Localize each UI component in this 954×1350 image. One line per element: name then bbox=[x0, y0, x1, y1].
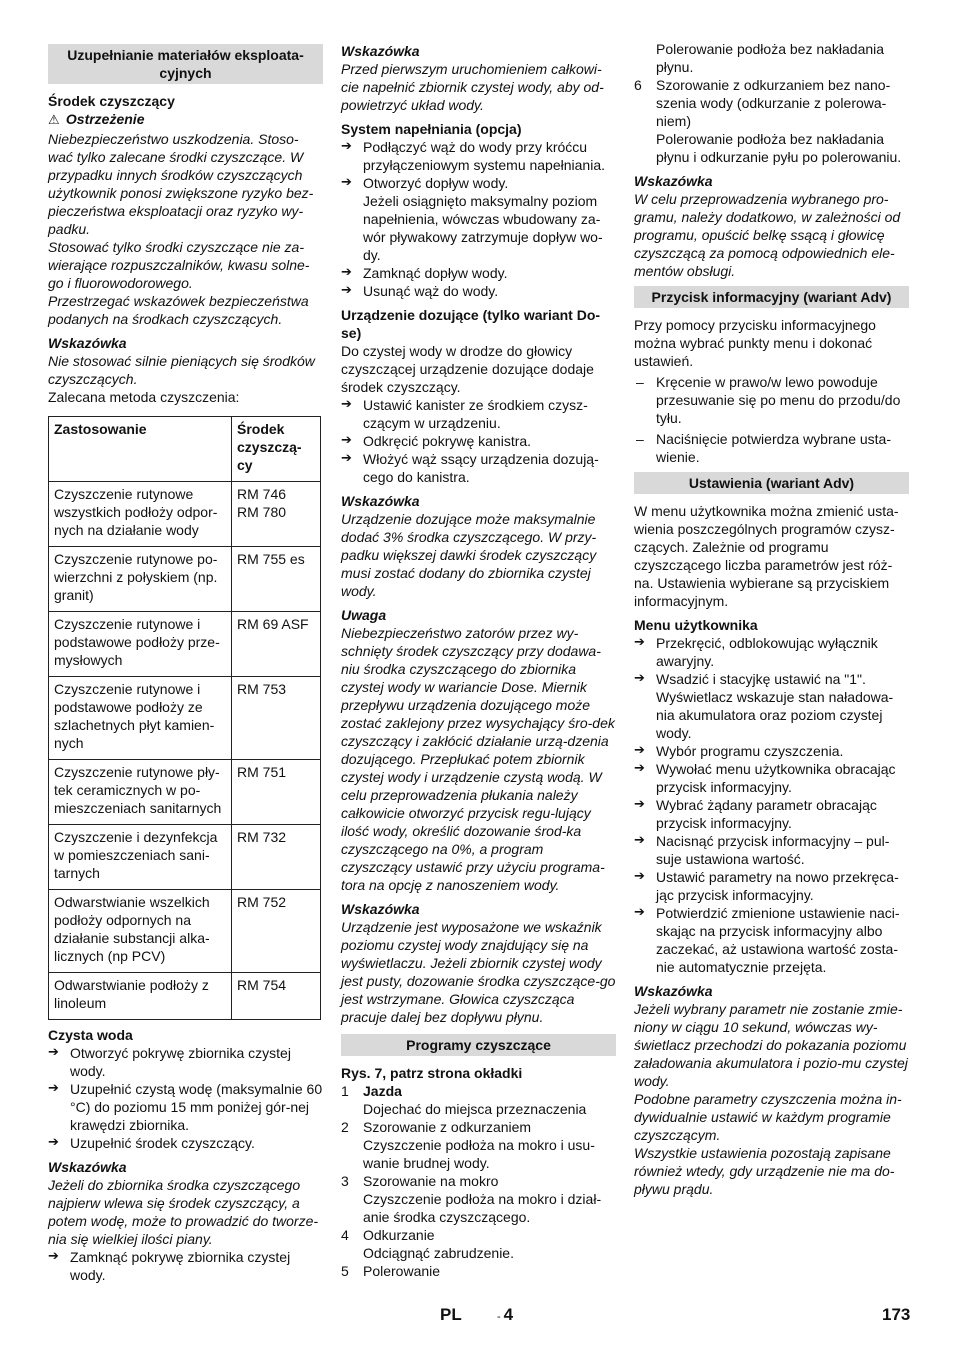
table-row bbox=[49, 677, 321, 760]
table-cell-application: Czyszczenie rutynowe pły-tek ceramicznych w po-mieszczeniach sanitarnych bbox=[49, 760, 232, 825]
note-heading: Wskazówka bbox=[341, 493, 420, 509]
program-description: Czyszczenie podłoża na mokro i usu-wanie brudnej wody. bbox=[363, 1137, 595, 1171]
table-cell-agent: RM 754 bbox=[232, 973, 321, 1020]
water-heading: Czysta woda bbox=[48, 1027, 133, 1043]
column-2 bbox=[341, 40, 616, 1280]
program-title: Szorowanie z odkurzaniem bbox=[363, 1119, 532, 1135]
section-title-info-button: Przycisk informacyjny (wariant Adv) bbox=[634, 286, 909, 308]
program-number: 1 bbox=[341, 1083, 349, 1099]
program-description: Czyszczenie podłoża na mokro i dział-anie środka czyszczącego. bbox=[363, 1191, 602, 1225]
table-cell-application: Czyszczenie rutynowe wszystkich podłoży odpor-nych na działanie wody bbox=[49, 482, 232, 547]
program-title: Jazda bbox=[363, 1083, 402, 1099]
menu-step: ➔ Wybór programu czyszczenia. bbox=[634, 742, 909, 760]
table-row bbox=[49, 547, 321, 612]
column-1 bbox=[48, 40, 323, 1284]
dose-step: ➔ Ustawić kanister ze środkiem czysz-czącym w urządzeniu. bbox=[341, 396, 616, 432]
info-list-item: – Kręcenie w prawo/w lewo powoduje przesuwanie się po menu do przodu/do tyłu. bbox=[634, 373, 909, 427]
program-description: Dojechać do miejsca przeznaczenia bbox=[363, 1101, 587, 1117]
dose-step: ➔ Odkręcić pokrywę kanistra. bbox=[341, 432, 616, 450]
note-text: Podobne parametry czyszczenia można in-dywidualnie ustawić w każdym programie czyszczącym. bbox=[634, 1091, 902, 1143]
program-number: 6 bbox=[634, 77, 642, 93]
table-cell-application: Odwarstwianie podłoży z linoleum bbox=[49, 973, 232, 1020]
section-title-settings: Ustawienia (wariant Adv) bbox=[634, 472, 909, 494]
water-step: ➔ Uzupełnić środek czyszczący. bbox=[48, 1134, 323, 1152]
fill-step-detail: Jeżeli osiągnięto maksymalny poziom napełnienia, wówczas wbudowany za-wór pływakowy zatrzymuje dopływ wo-dy. bbox=[363, 193, 603, 263]
program-title: Szorowanie z odkurzaniem bez nano-szenia wody (odkurzanie z polerowa-niem) bbox=[656, 77, 891, 129]
section-title-programs: Programy czyszczące bbox=[341, 1034, 616, 1056]
water-step: ➔ Zamknąć pokrywę zbiornika czystej wody. bbox=[48, 1248, 323, 1284]
program-number: 4 bbox=[341, 1227, 349, 1243]
table-row bbox=[49, 612, 321, 677]
fill-step: ➔ Podłączyć wąż do wody przy króćcu przyłączeniowym systemu napełniania. bbox=[341, 138, 616, 174]
table-header-agent: Środek czyszczą-cy bbox=[232, 417, 321, 482]
program-item bbox=[341, 1082, 616, 1100]
warning-label: Ostrzeżenie bbox=[65, 111, 145, 127]
column-3 bbox=[634, 40, 909, 1198]
warning-paragraph: Stosować tylko środki czyszczące nie za-wierające rozpuszczalników, kwasu solne-go i fluorowodorowego. bbox=[48, 239, 310, 291]
menu-step: ➔ Ustawić parametry na nowo przekręca-jąc przycisk informacyjny. bbox=[634, 868, 909, 904]
table-cell-agent: RM 746 RM 780 bbox=[232, 482, 321, 547]
settings-intro: W menu użytkownika można zmienić usta-wienia poszczególnych programów czysz-czących. Zależnie od programu czyszczącego liczba parametrów jest róż-na. Ustawienia wybierane są przyciskiem informacyjnym. bbox=[634, 503, 899, 609]
program-item bbox=[341, 1262, 616, 1280]
table-cell-application: Czyszczenie i dezynfekcja w pomieszczeniach sani-tarnych bbox=[49, 825, 232, 890]
menu-step-detail: Wyświetlacz wskazuje stan naładowa-nia akumulatora oraz poziom czystej wody. bbox=[656, 689, 894, 741]
note-text: Jeżeli wybrany parametr nie zostanie zmie-niony w ciągu 10 sekund, wówczas wy-świetlacz przechodzi do pokazania poziomu załadowania akumulatora i pozio-mu czystej wody. bbox=[634, 1001, 908, 1089]
menu-step: ➔ Potwierdzić zmienione ustawienie naci-skając na przycisk informacyjny albo zaczekać, aż ustawiona wartość zosta-nie automatycznie przejęta. bbox=[634, 904, 909, 976]
dose-intro: Do czystej wody w drodze do głowicy czyszczącej urządzenie dozujące dodaje środek czyszczący. bbox=[341, 343, 594, 395]
note-heading: Wskazówka bbox=[634, 173, 713, 189]
table-row bbox=[49, 973, 321, 1020]
program-item bbox=[341, 1118, 616, 1136]
table-cell-application: Czyszczenie rutynowe po-wierzchni z połyskiem (np. granit) bbox=[49, 547, 232, 612]
dose-heading: Urządzenie dozujące (tylko wariant Do-se) bbox=[341, 307, 601, 341]
table-cell-agent: RM 732 bbox=[232, 825, 321, 890]
user-menu-heading: Menu użytkownika bbox=[634, 617, 758, 633]
program-description: Polerowanie podłoża bez nakładania płynu. bbox=[656, 41, 885, 75]
program-number: 3 bbox=[341, 1173, 349, 1189]
dose-step: ➔ Włożyć wąż ssący urządzenia dozują-cego do kanistra. bbox=[341, 450, 616, 486]
fill-step: ➔ Otworzyć dopływ wody. bbox=[341, 174, 616, 192]
cleaning-agent-table bbox=[48, 416, 321, 1020]
warning-heading bbox=[48, 110, 323, 130]
water-step: ➔ Uzupełnić czystą wodę (maksymalnie 60 °C) do poziomu 15 mm poniżej gór-nej krawędzi zbiornika. bbox=[48, 1080, 323, 1134]
program-number: 2 bbox=[341, 1119, 349, 1135]
note-heading: Wskazówka bbox=[341, 43, 420, 59]
menu-step: ➔ Przekręcić, odblokowując wyłącznik awaryjny. bbox=[634, 634, 909, 670]
caution-text: Niebezpieczeństwo zatorów przez wy-schnięty środek czyszczący przy dodawa-niu środka czyszczącego do zbiornika czystej wody w wariancie Dose. Miernik przepływu urządzenia dozującego może zostać zaklejony przez wysychający śro-dek czyszczący i zakłócić działanie urzą-dzenia dozującego. Przepłukać potem zbiornik czystej wody i urządzenie czystą wodą. W celu przeprowadzenia płukania należy całkowicie otworzyć przycisk regu-lujący ilość wody, określić dozowanie środ-ka czyszczącego na 0%, a program czyszczący ustawić przy użyciu programa-tora na opcję z nanoszeniem wody. bbox=[341, 625, 615, 893]
fill-step: ➔ Usunąć wąż do wody. bbox=[341, 282, 616, 300]
program-item bbox=[341, 1172, 616, 1190]
table-row bbox=[49, 760, 321, 825]
program-description: Odciągnąć zabrudzenie. bbox=[363, 1245, 514, 1261]
info-list-item: – Naciśnięcie potwierdza wybrane usta-wienie. bbox=[634, 430, 909, 466]
table-cell-agent: RM 752 bbox=[232, 890, 321, 973]
table-row bbox=[49, 482, 321, 547]
footer-language: PL bbox=[440, 1305, 462, 1324]
program-title: Polerowanie bbox=[363, 1263, 441, 1279]
program-description: Polerowanie podłoża bez nakładania płynu i odkurzanie pyłu po polerowaniu. bbox=[656, 131, 902, 165]
menu-step: ➔ Wywołać menu użytkownika obracając przycisk informacyjny. bbox=[634, 760, 909, 796]
menu-step: ➔ Wybrać żądany parametr obracając przycisk informacyjny. bbox=[634, 796, 909, 832]
table-cell-application: Odwarstwianie wszelkich podłoży odpornych na działanie substancji alka-licznych (np PCV) bbox=[49, 890, 232, 973]
program-item bbox=[634, 76, 909, 130]
note-text: Nie stosować silnie pieniących się środków czyszczących. bbox=[48, 353, 315, 387]
fill-system-heading: System napełniania (opcja) bbox=[341, 121, 522, 137]
table-cell-application: Czyszczenie rutynowe i podstawowe podłoży ze szlachetnych płyt kamien-nych bbox=[49, 677, 232, 760]
note-text: Jeżeli do zbiornika środka czyszczącego najpierw wlewa się środek czyszczący, a potem wodę, może to prowadzić do tworze-nia się wielkiej ilości piany. bbox=[48, 1177, 319, 1247]
note-heading: Wskazówka bbox=[634, 983, 713, 999]
warning-paragraph: Niebezpieczeństwo uszkodzenia. Stoso-wać tylko zalecane środki czyszczące. W przypadku innych środków czyszczących użytkownik ponosi zwiększone ryzyko bez-pieczeństwa eksploatacji oraz ryzyko wy-padku. bbox=[48, 131, 314, 237]
table-header-application: Zastosowanie bbox=[49, 417, 232, 482]
note-text: W celu przeprowadzenia wybranego pro-gramu, należy dodatkowo, w zależności od programu, opuścić belkę ssącą i głowicę czyszczącą za pomocą odpowiednich ele-mentów obsługi. bbox=[634, 191, 901, 279]
table-cell-agent: RM 755 es bbox=[232, 547, 321, 612]
recommended-method: Zalecana metoda czyszczenia: bbox=[48, 389, 240, 405]
table-row bbox=[49, 825, 321, 890]
caution-heading: Uwaga bbox=[341, 607, 387, 623]
table-cell-agent: RM 751 bbox=[232, 760, 321, 825]
water-step: ➔ Otworzyć pokrywę zbiornika czystej wody. bbox=[48, 1044, 323, 1080]
footer-page-number: 4 bbox=[503, 1305, 514, 1324]
note-heading: Wskazówka bbox=[341, 901, 420, 917]
program-title: Szorowanie na mokro bbox=[363, 1173, 499, 1189]
fill-step: ➔ Zamknąć dopływ wody. bbox=[341, 264, 616, 282]
warning-triangle-icon: ⚠ bbox=[48, 113, 60, 128]
footer-page bbox=[497, 1306, 513, 1326]
program-number: 5 bbox=[341, 1263, 349, 1279]
page-footer bbox=[0, 1306, 954, 1330]
note-heading: Wskazówka bbox=[48, 335, 127, 351]
program-title: Odkurzanie bbox=[363, 1227, 435, 1243]
table-cell-agent: RM 69 ASF bbox=[232, 612, 321, 677]
programs-reference: Rys. 7, patrz strona okładki bbox=[341, 1065, 523, 1081]
cleaner-heading: Środek czyszczący bbox=[48, 93, 175, 109]
note-heading: Wskazówka bbox=[48, 1159, 127, 1175]
note-text: Wszystkie ustawienia pozostają zapisane również wtedy, gdy urządzenie nie ma do-pływu prądu. bbox=[634, 1145, 895, 1197]
table-header-row bbox=[49, 417, 321, 482]
note-text: Urządzenie dozujące może maksymalnie dodać 3% środka czyszczącego. W przy-padku większej dawki środek czyszczący musi zostać dodany do zbiornika czystej wody. bbox=[341, 511, 597, 599]
footer-dash: - bbox=[497, 1311, 501, 1323]
menu-step: ➔ Nacisnąć przycisk informacyjny – pul-suje ustawiona wartość. bbox=[634, 832, 909, 868]
warning-paragraph: Przestrzegać wskazówek bezpieczeństwa podanych na środkach czyszczących. bbox=[48, 293, 309, 327]
table-cell-application: Czyszczenie rutynowe i podstawowe podłoży prze-mysłowych bbox=[49, 612, 232, 677]
menu-step: ➔ Wsadzić i stacyjkę ustawić na "1". bbox=[634, 670, 909, 688]
section-title-consumables: Uzupełnianie materiałów eksploata-cyjnych bbox=[48, 44, 323, 84]
table-row bbox=[49, 890, 321, 973]
table-cell-agent: RM 753 bbox=[232, 677, 321, 760]
program-item bbox=[341, 1226, 616, 1244]
note-text: Urządzenie jest wyposażone we wskaźnik poziomu czystej wody znajdujący się na wyświetlaczu. Jeżeli zbiornik czystej wody jest pusty, dozowanie środka czyszczące-go jest wstrzymane. Głowica czyszcząca pracuje dalej bez dopływu płynu. bbox=[341, 919, 616, 1025]
info-intro: Przy pomocy przycisku informacyjnego można wybrać punkty menu i dokonać ustawień. bbox=[634, 317, 876, 369]
note-text: Przed pierwszym uruchomieniem całkowi-cie napełnić zbiornik czystej wody, aby od-powietrzyć układ wody. bbox=[341, 61, 604, 113]
footer-document-page: 173 bbox=[882, 1305, 911, 1324]
